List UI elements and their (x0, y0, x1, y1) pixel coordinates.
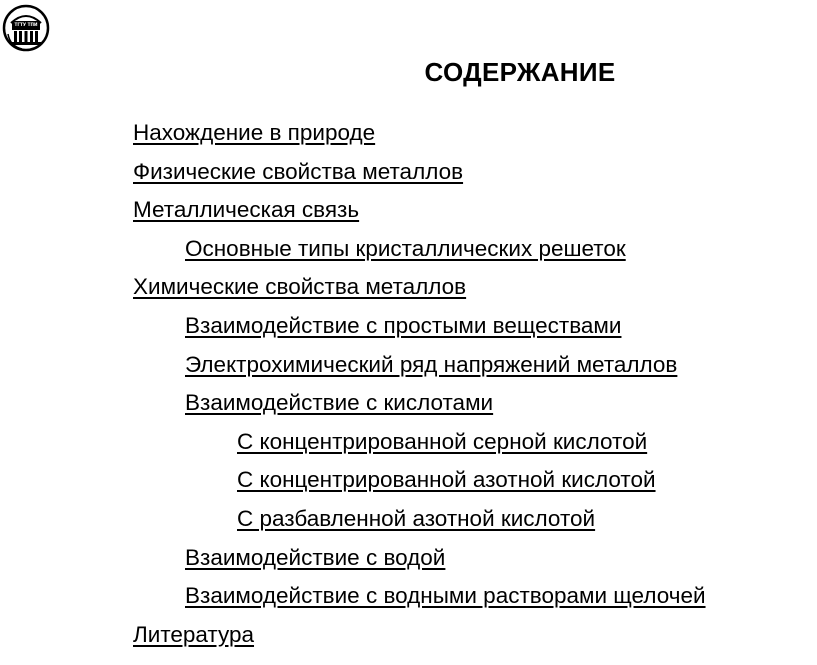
table-of-contents (133, 119, 706, 659)
toc-link[interactable]: С концентрированной серной кислотой (237, 428, 648, 454)
toc-link[interactable]: Химические свойства металлов (133, 274, 467, 300)
toc-item (133, 351, 706, 390)
toc-link[interactable]: Взаимодействие с простыми веществами (185, 312, 622, 338)
toc-item (133, 466, 706, 505)
toc-item (133, 312, 706, 351)
toc-link[interactable]: С разбавленной азотной кислотой (237, 505, 596, 531)
toc-item (133, 273, 706, 312)
toc-item (133, 621, 706, 660)
university-emblem-icon (2, 4, 50, 52)
toc-item (133, 505, 706, 544)
toc-item (133, 235, 706, 274)
toc-link[interactable]: Взаимодействие с водой (185, 544, 446, 570)
svg-text:ТГТУ ТПИ: ТГТУ ТПИ (14, 22, 38, 27)
toc-item (133, 119, 706, 158)
toc-link[interactable]: Литература (133, 621, 255, 647)
toc-item (133, 389, 706, 428)
page-title: СОДЕРЖАНИЕ (424, 57, 616, 87)
toc-link[interactable]: Физические свойства металлов (133, 158, 464, 184)
toc-link[interactable]: С концентрированной азотной кислотой (237, 467, 656, 493)
toc-link[interactable]: Основные типы кристаллических решеток (185, 235, 626, 261)
toc-item (133, 428, 706, 467)
toc-item (133, 196, 706, 235)
toc-item (133, 582, 706, 621)
toc-link[interactable]: Электрохимический ряд напряжений металлов (185, 351, 678, 377)
toc-link[interactable]: Металлическая связь (133, 197, 360, 223)
toc-link[interactable]: Взаимодействие с водными растворами щелочей (185, 583, 706, 609)
toc-link[interactable]: Нахождение в природе (133, 120, 376, 145)
toc-link[interactable]: Взаимодействие с кислотами (185, 390, 494, 416)
toc-item (133, 544, 706, 583)
toc-item (133, 158, 706, 197)
